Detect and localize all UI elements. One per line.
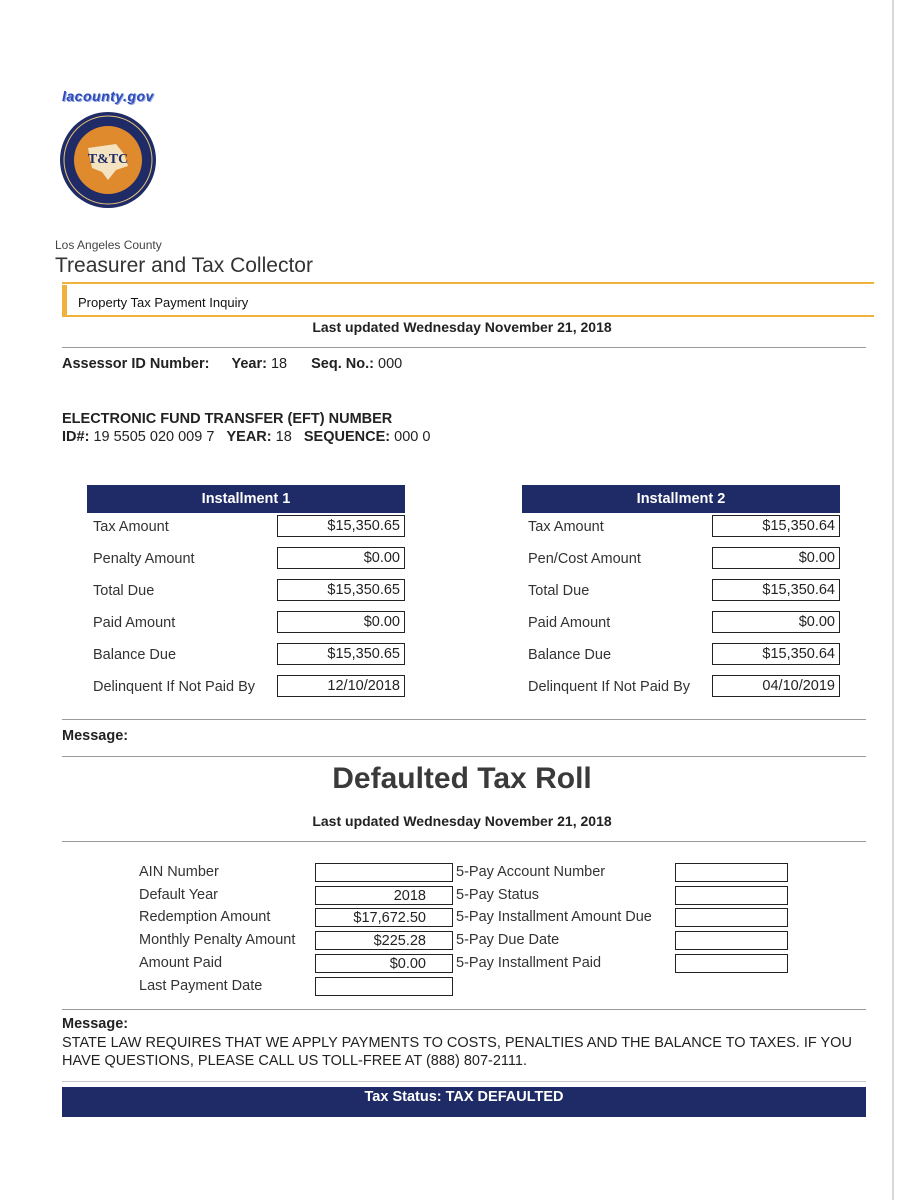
default-year-value: 2018	[315, 886, 453, 905]
installment-2-panel	[522, 485, 840, 705]
divider	[62, 841, 866, 842]
divider	[62, 347, 866, 348]
assessor-line	[62, 356, 402, 372]
seq-label: Seq. No.:	[311, 356, 374, 372]
row-label: Total Due	[528, 583, 590, 599]
header-divider	[62, 282, 874, 284]
row-value: $15,350.64	[712, 643, 840, 665]
row-label: Delinquent If Not Paid By	[528, 679, 691, 695]
inquiry-title-bar	[62, 285, 874, 317]
installment-row	[87, 577, 405, 609]
eft-id-value: 19 5505 020 009 7	[93, 429, 215, 445]
fivepay-account-value	[675, 863, 788, 882]
installment-row	[522, 513, 840, 545]
row-label: Total Due	[93, 583, 155, 599]
ain-number-value	[315, 863, 453, 882]
roll-last-updated: Last updated Wednesday November 21, 2018	[312, 813, 612, 829]
last-updated: Last updated Wednesday November 21, 2018	[312, 319, 612, 335]
fivepay-due-date-label: 5-Pay Due Date	[456, 932, 560, 948]
installment-row	[522, 641, 840, 673]
divider	[62, 756, 866, 757]
department-name: Treasurer and Tax Collector	[55, 254, 313, 277]
installment-row	[87, 609, 405, 641]
installment-row	[522, 545, 840, 577]
last-payment-date-value	[315, 977, 453, 996]
divider	[62, 719, 866, 720]
row-value: $15,350.65	[277, 515, 405, 537]
svg-text:T&TC: T&TC	[87, 152, 129, 167]
divider	[62, 1009, 866, 1010]
installment-row	[522, 609, 840, 641]
installment-row	[87, 545, 405, 577]
row-value: $15,350.64	[712, 579, 840, 601]
assessor-id-label: Assessor ID Number:	[62, 356, 210, 372]
eft-line	[62, 429, 430, 445]
row-label: Delinquent If Not Paid By	[93, 679, 256, 695]
county-name: Los Angeles County	[55, 238, 162, 252]
page-edge	[892, 0, 894, 1200]
installment-row	[522, 577, 840, 609]
row-value: $0.00	[712, 611, 840, 633]
row-value: $15,350.64	[712, 515, 840, 537]
row-value: 12/10/2018	[277, 675, 405, 697]
installment-row	[87, 641, 405, 673]
fivepay-installment-due-value	[675, 908, 788, 927]
divider	[62, 1081, 866, 1082]
inquiry-underline	[67, 315, 874, 317]
monthly-penalty-label: Monthly Penalty Amount	[139, 932, 296, 948]
row-label: Tax Amount	[93, 519, 169, 535]
fivepay-account-label: 5-Pay Account Number	[456, 864, 606, 880]
row-label: Balance Due	[528, 647, 612, 663]
redemption-amount-value: $17,672.50	[315, 908, 453, 927]
row-label: Balance Due	[93, 647, 177, 663]
amount-paid-label: Amount Paid	[139, 955, 223, 971]
amount-paid-value: $0.00	[315, 954, 453, 973]
row-value: $0.00	[277, 611, 405, 633]
inquiry-title: Property Tax Payment Inquiry	[78, 295, 249, 310]
eft-id-label: ID#:	[62, 429, 90, 445]
fivepay-installment-paid-value	[675, 954, 788, 973]
ain-number-label: AIN Number	[139, 864, 219, 880]
message-label: Message:	[62, 728, 129, 744]
fivepay-installment-paid-label: 5-Pay Installment Paid	[456, 955, 602, 971]
lacounty-logo[interactable]: lacounty.gov	[62, 88, 154, 104]
fivepay-installment-due-label: 5-Pay Installment Amount Due	[456, 909, 652, 925]
row-value: $0.00	[277, 547, 405, 569]
defaulted-roll-title: Defaulted Tax Roll	[332, 762, 592, 795]
default-year-label: Default Year	[139, 887, 219, 903]
year-value: 18	[270, 356, 288, 372]
row-value: $15,350.65	[277, 643, 405, 665]
installment-row	[522, 673, 840, 705]
row-label: Paid Amount	[93, 615, 176, 631]
row-label: Paid Amount	[528, 615, 611, 631]
installment-1-panel	[87, 485, 405, 705]
row-label: Penalty Amount	[93, 551, 195, 567]
row-value: 04/10/2019	[712, 675, 840, 697]
eft-year-label: YEAR:	[226, 429, 272, 445]
last-payment-date-label: Last Payment Date	[139, 978, 263, 994]
year-label: Year:	[231, 356, 267, 372]
installment-row	[87, 673, 405, 705]
eft-seq-value: 000 0	[394, 429, 431, 445]
roll-message-label: Message:	[62, 1016, 129, 1032]
row-label: Pen/Cost Amount	[528, 551, 641, 567]
fivepay-status-label: 5-Pay Status	[456, 887, 540, 903]
row-value: $0.00	[712, 547, 840, 569]
seq-value: 000	[378, 356, 403, 372]
roll-message-text: STATE LAW REQUIRES THAT WE APPLY PAYMENTS TO COSTS, PENALTIES AND THE BALANCE TO TAXES. IF YOU HAVE QUESTIONS, PLEASE CALL US TOLL-FREE AT (888) 807-2111.	[62, 1035, 852, 1069]
eft-title: ELECTRONIC FUND TRANSFER (EFT) NUMBER	[62, 411, 393, 427]
installment-2-header: Installment 2	[522, 485, 840, 513]
eft-seq-label: SEQUENCE:	[303, 429, 391, 445]
fivepay-due-date-value	[675, 931, 788, 950]
eft-year-value: 18	[275, 429, 292, 445]
installment-row	[87, 513, 405, 545]
ttc-seal-logo	[58, 110, 158, 210]
fivepay-status-value	[675, 886, 788, 905]
installment-1-header: Installment 1	[87, 485, 405, 513]
monthly-penalty-value: $225.28	[315, 931, 453, 950]
inquiry-accent	[62, 285, 67, 317]
row-value: $15,350.65	[277, 579, 405, 601]
row-label: Tax Amount	[528, 519, 604, 535]
redemption-amount-label: Redemption Amount	[139, 909, 271, 925]
tax-status-bar: Tax Status: TAX DEFAULTED	[62, 1087, 866, 1117]
